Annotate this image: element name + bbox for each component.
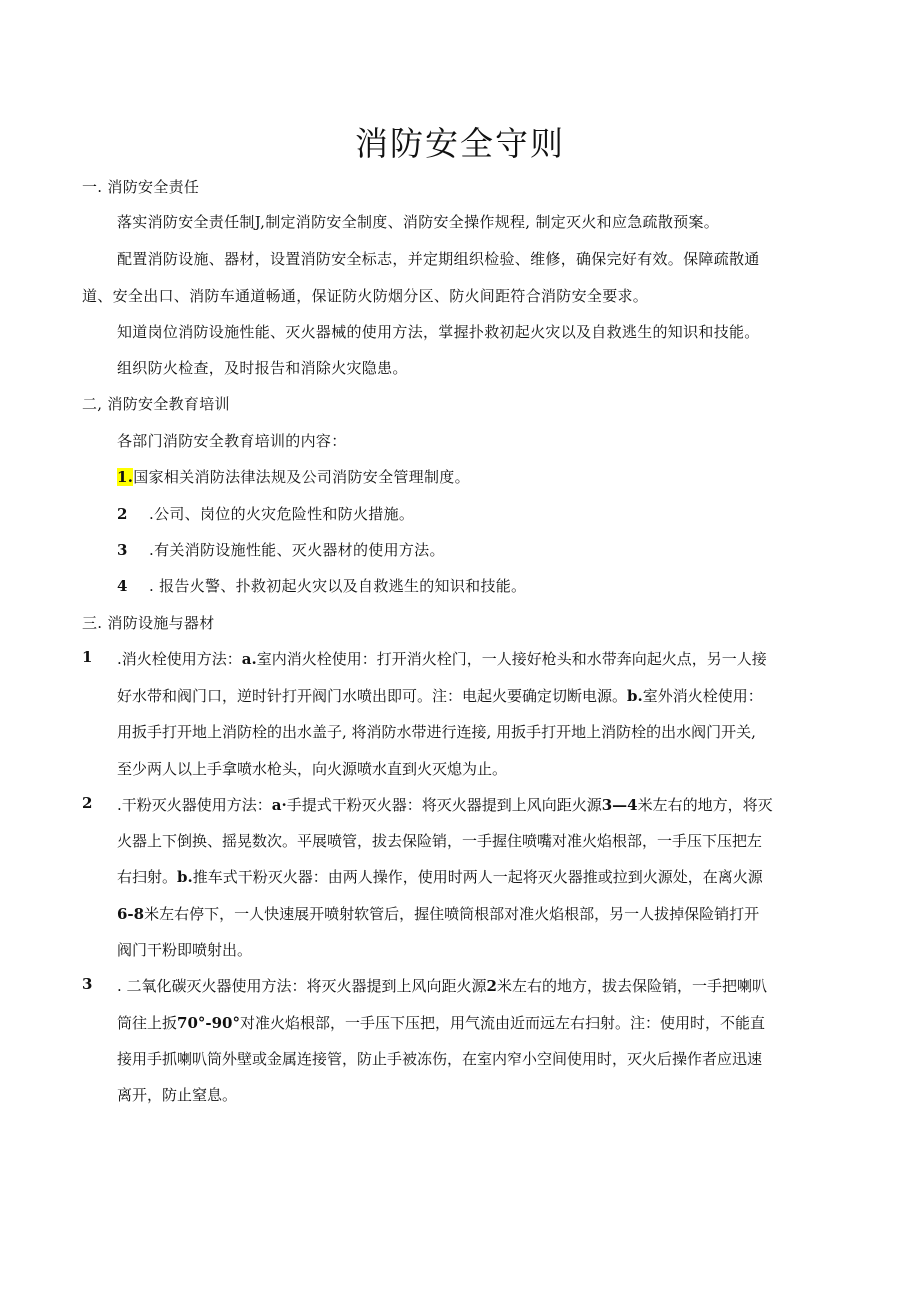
section-2-heading: 二, 消防安全教育培训 <box>82 395 230 413</box>
section-2-item-4 <box>117 575 526 596</box>
text-run: 室外消火栓使用： <box>642 687 763 705</box>
text-run: 手提式干粉灭火器：将灭火器提到上风向距火源 <box>286 796 602 814</box>
label-a: a. <box>241 650 257 668</box>
text-run: 米左右的地方，将灭 <box>637 796 773 814</box>
label-a: a· <box>271 796 287 814</box>
angle-value: 70°-90° <box>177 1014 240 1032</box>
label-b: b. <box>627 687 643 705</box>
section-3-item-2-line-3 <box>117 866 763 887</box>
section-2-item-1 <box>117 466 470 487</box>
section-3-item-1-number: 1 <box>82 648 93 666</box>
section-3-item-1-line-1 <box>117 648 767 669</box>
section-3-item-3-line-1 <box>117 975 767 996</box>
page-title: 消防安全守则 <box>355 124 565 163</box>
section-3-item-3-line-2 <box>117 1012 765 1033</box>
section-3-item-3-line-3: 接用手抓喇叭筒外壁或金属连接管，防止手被冻伤，在室内窄小空间使用时，灭火后操作者应迅速 <box>117 1050 763 1068</box>
text-run: 推车式干粉灭火器：由两人操作，使用时两人一起将灭火器推或拉到火源处，在离火源 <box>192 868 763 886</box>
text-run: 米左右停下，一人快速展开喷射软管后，握住喷筒根部对准火焰根部，另一人拔掉保险销打开 <box>144 905 760 923</box>
text-run: 对准火焰根部，一手压下压把，用气流由近而远左右扫射。注：使用时，不能直 <box>240 1014 766 1032</box>
section-3-item-2-number: 2 <box>82 794 93 812</box>
item-text: .有关消防设施性能、灭火器材的使用方法。 <box>149 541 445 559</box>
item-number: 4 <box>117 577 128 595</box>
section-1-paragraph-2: 配置消防设施、器材，设置消防安全标志，并定期组织检验、维修，确保完好有效。保障疏散通 <box>117 250 760 268</box>
text-run: 筒往上扳 <box>117 1014 178 1032</box>
section-3-item-2-line-1 <box>117 794 773 815</box>
text-run: 室内消火栓使用：打开消火栓门，一人接好枪头和水带奔向起火点，另一人接 <box>256 650 767 668</box>
section-3-item-1-line-2 <box>117 685 763 706</box>
text-run: 米左右的地方，拔去保险销，一手把喇叭 <box>496 977 767 995</box>
distance-value: 2 <box>486 977 497 995</box>
label-b: b. <box>177 868 193 886</box>
section-1-paragraph-2-cont: 道、安全出口、消防车通道畅通，保证防火防烟分区、防火间距符合消防安全要求。 <box>82 287 649 305</box>
distance-value: 6-8 <box>117 905 145 923</box>
item-number: 2 <box>117 505 128 523</box>
section-2-item-3 <box>117 539 445 560</box>
section-3-item-2-line-4 <box>117 903 759 924</box>
section-3-item-3-number: 3 <box>82 975 93 993</box>
section-3-item-2-line-5: 阀门干粉即喷射出。 <box>117 941 253 959</box>
section-3-item-1-line-3: 用扳手打开地上消防栓的出水盖子, 将消防水带进行连接, 用扳手打开地上消防栓的出水阀门开关, <box>117 723 756 741</box>
section-1-paragraph-1: 落实消防安全责任制J,制定消防安全制度、消防安全操作规程, 制定灭火和应急疏散预案。 <box>117 213 720 231</box>
section-1-paragraph-4: 组织防火检查，及时报告和消除火灾隐患。 <box>117 359 408 377</box>
section-1-heading: 一. 消防安全责任 <box>82 178 200 196</box>
section-1-paragraph-3: 知道岗位消防设施性能、灭火器械的使用方法，掌握扑救初起火灾以及自救逃生的知识和技能。 <box>117 323 760 341</box>
item-text: . 报告火警、扑救初起火灾以及自救逃生的知识和技能。 <box>149 577 527 595</box>
item-text: .公司、岗位的火灾危险性和防火措施。 <box>149 505 415 523</box>
distance-value: 3—4 <box>601 796 638 814</box>
section-3-item-1-line-4: 至少两人以上手拿喷水枪头，向火源喷水直到火灭熄为止。 <box>117 760 508 778</box>
section-3-heading: 三. 消防设施与器材 <box>82 614 215 632</box>
text-run: .干粉灭火器使用方法： <box>117 796 272 814</box>
text-run: 右扫射。 <box>117 868 178 886</box>
text-run: .消火栓使用方法： <box>117 650 242 668</box>
section-2-item-2 <box>117 503 414 524</box>
section-3-item-2-line-2: 火器上下倒换、摇晃数次。平展喷管，拔去保险销，一手握住喷嘴对准火焰根部，一手压下压把左 <box>117 832 763 850</box>
section-2-intro: 各部门消防安全教育培训的内容： <box>117 432 347 450</box>
text-run: . 二氧化碳灭火器使用方法：将灭火器提到上风向距火源 <box>117 977 487 995</box>
section-3-item-3-line-4: 离开，防止窒息。 <box>117 1086 238 1104</box>
item-number: 1. <box>117 468 134 486</box>
item-text: 国家相关消防法律法规及公司消防安全管理制度。 <box>133 468 470 486</box>
text-run: 好水带和阀门口，逆时针打开阀门水喷出即可。注：电起火要确定切断电源。 <box>117 687 628 705</box>
item-number: 3 <box>117 541 128 559</box>
